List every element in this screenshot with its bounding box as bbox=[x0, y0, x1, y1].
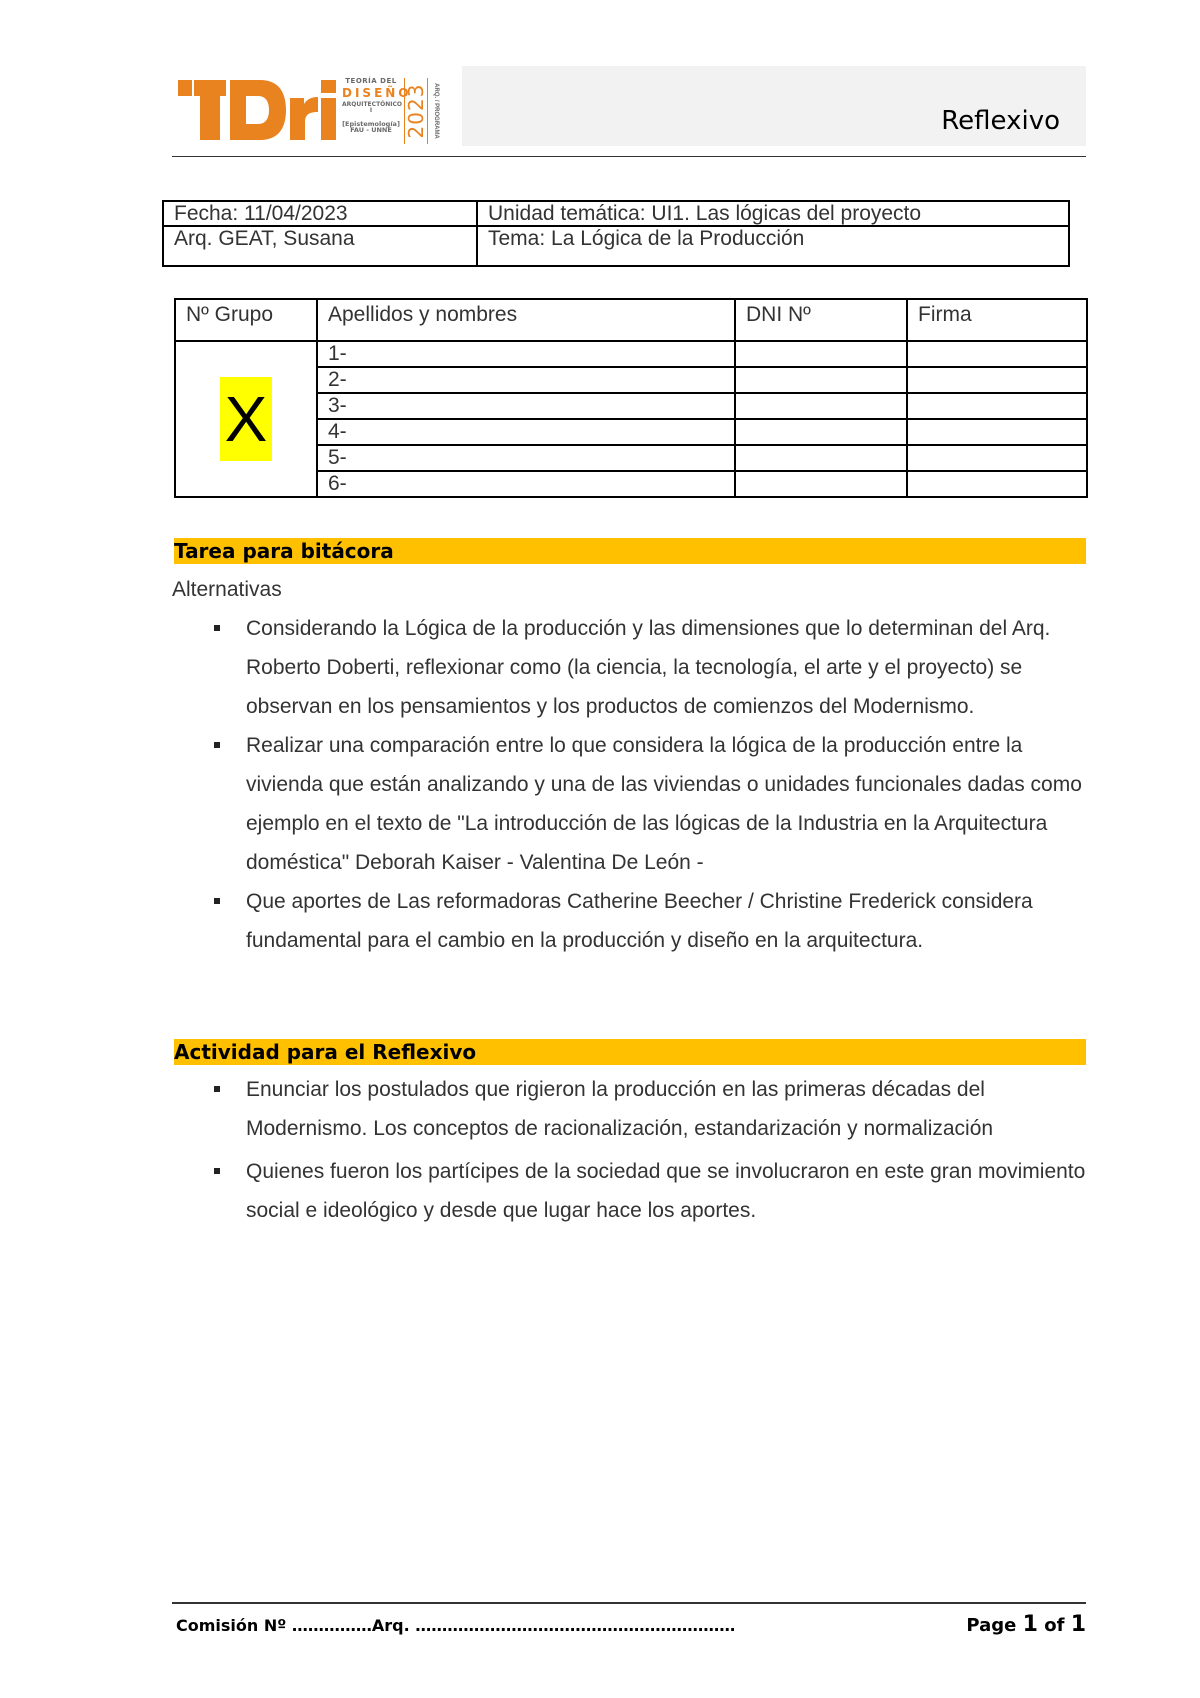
page-indicator bbox=[966, 1612, 1086, 1637]
dni-cell bbox=[735, 419, 907, 445]
firma-cell bbox=[907, 419, 1087, 445]
header-firma: Firma bbox=[907, 299, 1087, 341]
firma-cell bbox=[907, 393, 1087, 419]
logo-line-4: [Epistemología] bbox=[342, 119, 400, 128]
list-item-text: Enunciar los postulados que rigieron la producción en las primeras décadas del Modernismo. Los conceptos de racionalización, estandarización y normalización bbox=[246, 1078, 994, 1140]
tema-cell: Tema: La Lógica de la Producción bbox=[477, 226, 1069, 266]
footer-divider bbox=[172, 1602, 1086, 1604]
member-name-cell: 4- bbox=[317, 419, 735, 445]
list-item-text: Considerando la Lógica de la producción y las dimensiones que lo determinan del Arq. Roberto Doberti, reflexionar como (la ciencia, la tecnología, el arte y el proyecto) se observan en los pensamientos y los productos de comienzos del Modernismo. bbox=[246, 617, 1051, 718]
list-item-text: Realizar una comparación entre lo que considera la lógica de la producción entre la vivienda que están analizando y una de las viviendas o unidades funcionales dadas como ejemplo en el texto de "La introducción de las lógicas de la Industria en la Arquitectura doméstica" Deborah Kaiser - Valentina De León - bbox=[246, 734, 1082, 874]
logo-year bbox=[404, 78, 428, 144]
info-table bbox=[162, 200, 1070, 267]
member-name-cell: 1- bbox=[317, 341, 735, 367]
actividad-heading-text: Actividad para el Reflexivo bbox=[174, 1040, 477, 1064]
dni-cell bbox=[735, 393, 907, 419]
dni-cell bbox=[735, 341, 907, 367]
page-number: 1 bbox=[1022, 1612, 1038, 1637]
firma-cell bbox=[907, 471, 1087, 497]
docente-cell: Arq. GEAT, Susana bbox=[163, 226, 477, 266]
list-item-text: Que aportes de Las reformadoras Catherine Beecher / Christine Frederick considera fundamental para el cambio en la producción y diseño en la arquitectura. bbox=[246, 890, 1033, 952]
fecha-cell: Fecha: 11/04/2023 bbox=[163, 201, 477, 226]
logo-line-1: TEORÍA DEL bbox=[345, 77, 397, 85]
unidad-cell: Unidad temática: UI1. Las lógicas del proyecto bbox=[477, 201, 1069, 226]
firma-cell bbox=[907, 341, 1087, 367]
square-bullet-icon bbox=[214, 898, 220, 904]
square-bullet-icon bbox=[214, 1168, 220, 1174]
logo-side-text: ARQ. / PROGRAMA bbox=[433, 83, 439, 139]
group-table bbox=[174, 298, 1088, 498]
member-name-cell: 3- bbox=[317, 393, 735, 419]
header-grupo: Nº Grupo bbox=[175, 299, 317, 341]
header-apellidos: Apellidos y nombres bbox=[317, 299, 735, 341]
actividad-heading bbox=[174, 1039, 1086, 1065]
group-number-cell bbox=[175, 341, 317, 497]
page-title: Reflexivo bbox=[941, 106, 1060, 136]
firma-cell bbox=[907, 445, 1087, 471]
page-word: Page bbox=[966, 1615, 1017, 1636]
list-item bbox=[208, 1152, 1086, 1230]
group-table-header bbox=[175, 299, 1087, 341]
square-bullet-icon bbox=[214, 625, 220, 631]
member-name-cell: 2- bbox=[317, 367, 735, 393]
dni-cell bbox=[735, 471, 907, 497]
tarea-list bbox=[208, 609, 1086, 960]
tarea-heading bbox=[174, 538, 1086, 564]
actividad-list bbox=[208, 1070, 1086, 1230]
list-item bbox=[208, 609, 1086, 726]
square-bullet-icon bbox=[214, 1086, 220, 1092]
member-name-cell: 5- bbox=[317, 445, 735, 471]
logo-line-2: DISEÑO bbox=[342, 86, 412, 101]
tdri-logo-mark-icon bbox=[178, 76, 338, 142]
group-mark: X bbox=[220, 377, 272, 461]
footer-comision: Comisión Nº ……………Arq. …………………………………………………… bbox=[176, 1616, 736, 1635]
tarea-heading-text: Tarea para bitácora bbox=[174, 539, 394, 563]
logo-side bbox=[430, 78, 442, 144]
firma-cell bbox=[907, 367, 1087, 393]
header-divider bbox=[172, 156, 1086, 157]
list-item bbox=[208, 726, 1086, 882]
logo-line-3: ARQUITECTÓNICO I bbox=[342, 100, 403, 115]
dni-cell bbox=[735, 445, 907, 471]
logo-text bbox=[342, 77, 412, 135]
of-word: of bbox=[1044, 1615, 1065, 1636]
logo-line-5: FAU - UNNE bbox=[350, 126, 392, 135]
square-bullet-icon bbox=[214, 742, 220, 748]
list-item-text: Quienes fueron los partícipes de la sociedad que se involucraron en este gran movimiento social e ideológico y desde que lugar hace los aportes. bbox=[246, 1160, 1086, 1222]
logo bbox=[178, 76, 450, 148]
list-item bbox=[208, 1070, 1086, 1148]
dni-cell bbox=[735, 367, 907, 393]
header-title-box bbox=[462, 66, 1086, 146]
list-item bbox=[208, 882, 1086, 960]
logo-year-text: 2023 bbox=[404, 83, 428, 139]
header-dni: DNI Nº bbox=[735, 299, 907, 341]
alternativas-label: Alternativas bbox=[172, 578, 282, 601]
table-row bbox=[175, 341, 1087, 367]
page-total: 1 bbox=[1070, 1612, 1086, 1637]
member-name-cell: 6- bbox=[317, 471, 735, 497]
